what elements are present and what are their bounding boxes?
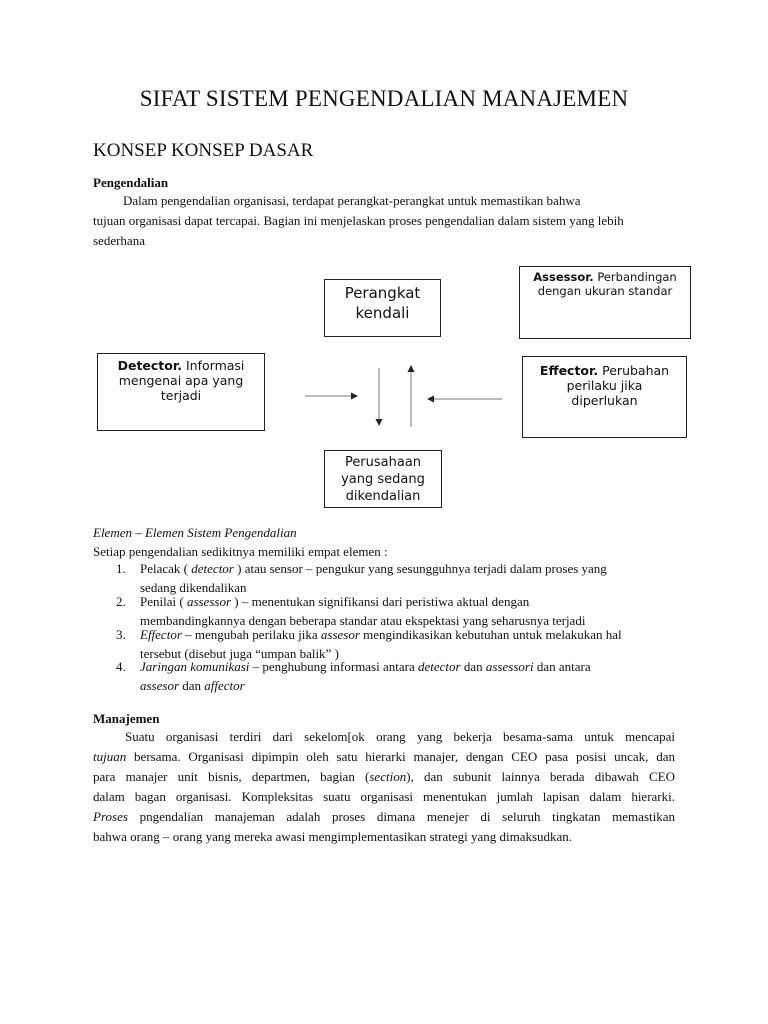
item-italic: detector [418, 659, 461, 674]
manajemen-line: Suatu organisasi terdiri dari sekelom[ok orang yang bekerja besama-sama untuk mencapai [125, 729, 675, 744]
item-text: Penilai ( [140, 594, 187, 609]
perangkat-kendali-label: Perangkat kendali [344, 284, 421, 322]
list-item-number: 4. [116, 659, 126, 674]
item-text: – mengubah perilaku jika [181, 627, 321, 642]
manajemen-line [93, 807, 675, 827]
manajemen-heading: Manajemen [93, 711, 160, 726]
item-text: dan [460, 659, 486, 674]
assessor-label-bold: Assessor. [533, 270, 594, 284]
item-text: ) atau sensor – pengukur yang sesungguhnya terjadi dalam proses yang [233, 561, 607, 576]
item-text: dan [179, 678, 205, 693]
item-text: mengindikasikan kebutuhan untuk melakukan hal [359, 627, 622, 642]
item-text: Pelacak ( [140, 561, 192, 576]
list-item-number: 1. [116, 561, 126, 576]
list-item-number: 3. [116, 627, 126, 642]
item-text: ) – menentukan signifikansi dari peristiwa aktual dengan [231, 594, 530, 609]
manajemen-italic: Proses [93, 809, 128, 824]
item-italic: affector [204, 678, 245, 693]
detector-label-bold: Detector. [117, 358, 183, 373]
list-item-line: membandingkannya dengan beberapa standar atau ekspektasi yang seharusnya terjadi [140, 613, 586, 628]
list-item-line [140, 625, 670, 644]
item-italic: assessor [186, 594, 232, 609]
pengendalian-line-2: tujuan organisasi dapat tercapai. Bagian ini menjelaskan proses pengendalian dalam sistem yang lebih [93, 213, 624, 228]
manajemen-line: bahwa orang – orang yang mereka awasi mengimplementasikan strategi yang dimaksudkan. [93, 829, 573, 844]
manajemen-text: bersama. Organisasi dipimpin oleh satu hierarki manajer, dengan CEO pasa posisi uncak, dan [126, 749, 675, 764]
item-italic: assesor [320, 627, 360, 642]
list-item-line [140, 559, 670, 578]
manajemen-line [93, 747, 675, 767]
elemen-heading-text: Elemen – Elemen Sistem Pengendalian [93, 525, 297, 540]
section-heading: KONSEP KONSEP DASAR [93, 140, 314, 161]
list-item-line [140, 657, 670, 676]
pengendalian-line-3: sederhana [93, 233, 145, 248]
elemen-intro: Setiap pengendalian sedikitnya memiliki empat elemen : [93, 544, 388, 559]
elemen-heading [93, 523, 297, 543]
item-italic: Jaringan komunikasi [140, 659, 250, 674]
manajemen-text: pngendalian manajeman adalah proses dimana menejer di seluruh tingkatan memastikan [127, 809, 675, 824]
list-item-line: tersebut (disebut juga “umpan balik” ) [140, 646, 339, 661]
manajemen-italic: tujuan [93, 749, 127, 764]
list-item-line: sedang dikendalikan [140, 580, 247, 595]
manajemen-line [93, 767, 675, 787]
manajemen-text: para manajer unit bisnis, departmen, bagian ( [93, 769, 370, 784]
manajemen-line: dalam bagan organisasi. Kompleksitas suatu organisasi menentukan jumlah lapisan dalam hierarki. [93, 789, 675, 804]
page-title: SIFAT SISTEM PENGENDALIAN MANAJEMEN [139, 86, 629, 111]
item-italic: assessori [485, 659, 534, 674]
list-item-number: 2. [116, 594, 126, 609]
manajemen-text: ), dan subunit lainnya berada dibawah CEO [406, 769, 675, 784]
item-italic: assesor [140, 678, 180, 693]
detector-label-text: Informasi mengenai apa yang terjadi [118, 358, 245, 403]
item-italic: Effector [140, 627, 182, 642]
perusahaan-label: Perusahaan yang sedang dikendalian [341, 455, 425, 504]
effector-label-bold: Effector. [539, 363, 599, 378]
effector-label-text: Perubahan perilaku jika diperlukan [566, 363, 670, 408]
list-item-line [140, 592, 670, 611]
manajemen-paragraph [93, 727, 675, 847]
item-italic: detector [191, 561, 234, 576]
item-text: dan antara [533, 659, 591, 674]
list-item-line [140, 676, 670, 695]
item-text: – penghubung informasi antara [249, 659, 418, 674]
assessor-label-text: Perbandingan dengan ukuran standar [537, 270, 677, 298]
pengendalian-line-1: Dalam pengendalian organisasi, terdapat perangkat-perangkat untuk memastikan bahwa [123, 193, 581, 208]
manajemen-italic: section [369, 769, 407, 784]
pengendalian-heading: Pengendalian [93, 175, 169, 190]
